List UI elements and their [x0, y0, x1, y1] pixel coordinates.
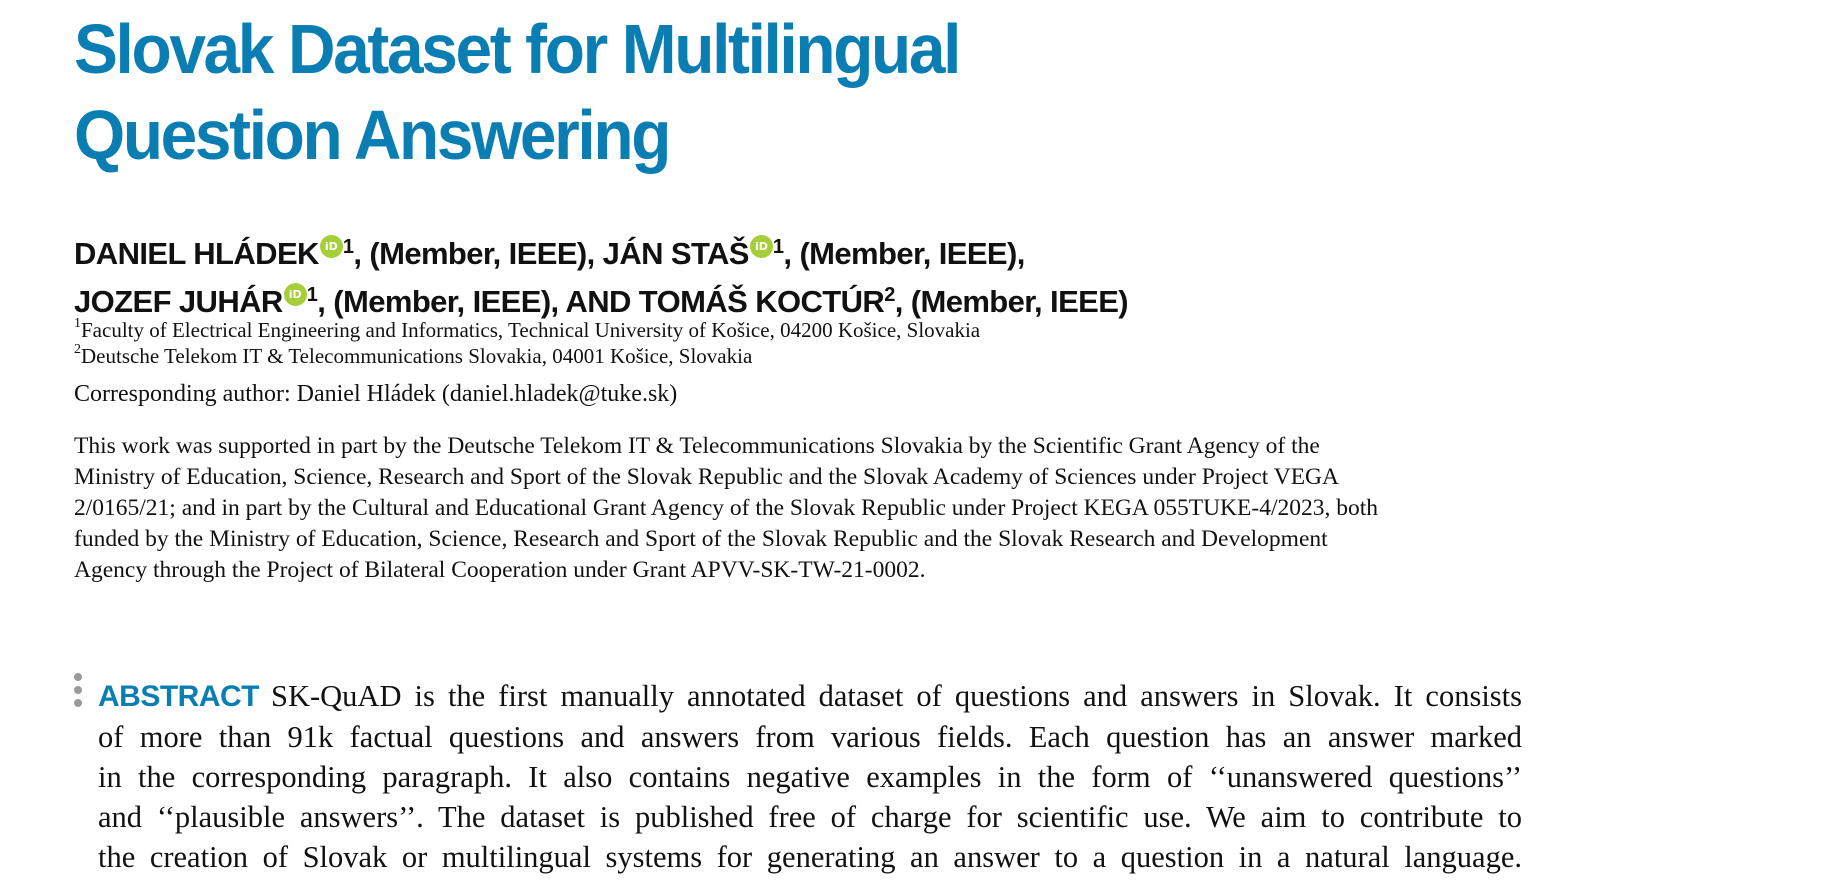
title-line: Question Answering [74, 96, 670, 174]
author-name: JOZEF JUHÁR [74, 284, 283, 319]
funding-line: Ministry of Education, Science, Research and Sport of the Slovak Republic and the Slovak Academy of Sciences under Project VEGA [74, 464, 1339, 490]
author-name: JÁN STAŠ [602, 236, 749, 271]
funding-note [74, 431, 1534, 586]
funding-line: Agency through the Project of Bilateral Cooperation under Grant APVV-SK-TW-21-0002. [74, 557, 926, 583]
funding-line: This work was supported in part by the Deutsche Telekom IT & Telecommunications Slovakia by the Scientific Grant Agency of the [74, 433, 1320, 459]
corresponding-author: Corresponding author: Daniel Hládek (daniel.hladek@tuke.sk) [74, 381, 678, 407]
affiliation-1 [74, 318, 980, 343]
abstract-label: ABSTRACT [98, 680, 259, 713]
orcid-icon[interactable]: iD [284, 283, 307, 306]
funding-line: 2/0165/21; and in part by the Cultural and Educational Grant Agency of the Slovak Republic under Project KEGA 055TUKE-4/2023, both [74, 495, 1378, 521]
affiliation-mark: 2 [884, 284, 895, 306]
funding-line: funded by the Ministry of Education, Science, Research and Sport of the Slovak Republic and the Slovak Research and Development [74, 526, 1328, 552]
abstract-line: the creation of Slovak or multilingual systems for generating an answer to a question in a natural language. [98, 840, 1522, 874]
author-role: , (Member, IEEE), [783, 236, 1025, 271]
author-line [74, 232, 1128, 280]
affiliation-mark: 1 [772, 236, 784, 258]
title-line: Slovak Dataset for Multilingual [74, 10, 960, 88]
author-role: , (Member, IEEE) [894, 284, 1129, 319]
abstract [98, 676, 1522, 877]
paper-title [74, 6, 959, 178]
abstract-text: SK-QuAD is the first manually annotated dataset of questions and answers in Slovak. It consists [271, 679, 1522, 713]
author-role: , (Member, IEEE), AND TOMÁŠ KOCTÚR [317, 284, 885, 319]
drag-handle-icon[interactable] [74, 673, 83, 712]
affiliation-mark: 1 [342, 236, 354, 258]
affiliation-mark: 2 [74, 342, 81, 357]
affiliation-2 [74, 344, 752, 369]
abstract-line [98, 676, 1522, 717]
author-name: DANIEL HLÁDEK [74, 236, 319, 271]
abstract-line: in the corresponding paragraph. It also contains negative examples in the form of ‘‘unanswered questions’’ [98, 760, 1522, 794]
author-list [74, 232, 1128, 328]
orcid-icon[interactable]: iD [320, 235, 343, 258]
abstract-line: of more than 91k factual questions and answers from various fields. Each question has an answer marked [98, 720, 1522, 754]
orcid-icon[interactable]: iD [750, 235, 773, 258]
affiliation-text: Faculty of Electrical Engineering and Informatics, Technical University of Košice, 04200 Košice, Slovakia [81, 318, 981, 342]
affiliation-text: Deutsche Telekom IT & Telecommunications Slovakia, 04001 Košice, Slovakia [81, 344, 753, 368]
affiliation-mark: 1 [74, 316, 81, 331]
affiliation-mark: 1 [306, 284, 318, 306]
abstract-line: and ‘‘plausible answers’’. The dataset is published free of charge for scientific use. We aim to contribute to [98, 800, 1522, 834]
author-role: , (Member, IEEE), [353, 236, 603, 271]
